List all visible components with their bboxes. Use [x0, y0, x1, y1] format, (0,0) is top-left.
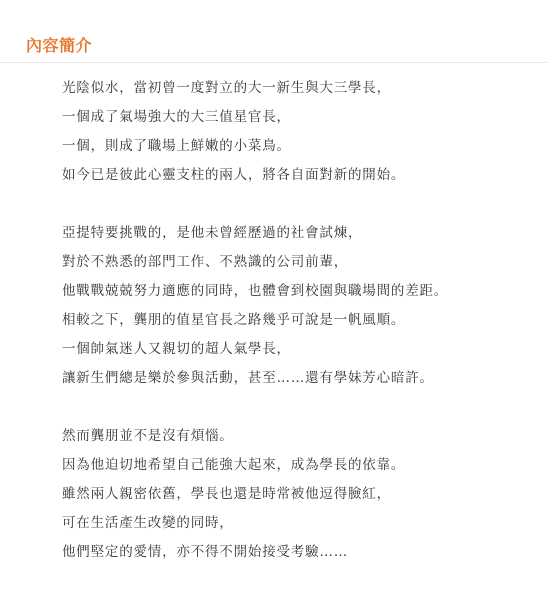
synopsis-line: 相較之下，龔朋的值星官長之路幾乎可說是一帆風順。: [62, 312, 406, 328]
synopsis-line: 他戰戰兢兢努力適應的同時，也體會到校園與職場間的差距。: [62, 283, 449, 299]
synopsis-paragraph-2: [62, 219, 542, 393]
synopsis-line: 讓新生們總是樂於參與活動，甚至……還有學妹芳心暗許。: [62, 370, 434, 386]
synopsis-line: 然而龔朋並不是沒有煩惱。: [62, 428, 234, 444]
synopsis-line: 一個，則成了職場上鮮嫩的小菜鳥。: [62, 138, 291, 154]
synopsis-line: 光陰似水，當初曾一度對立的大一新生與大三學長，: [62, 80, 391, 96]
section-title: 內容簡介: [26, 36, 93, 55]
synopsis-line: 對於不熟悉的部門工作、不熟識的公司前輩，: [62, 254, 348, 270]
synopsis-line: 雖然兩人親密依舊，學長也還是時常被他逗得臉紅，: [62, 486, 391, 502]
synopsis-paragraph-3: [62, 422, 542, 567]
synopsis-line: 如今已是彼此心靈支柱的兩人，將各自面對新的開始。: [62, 167, 406, 183]
synopsis-line: 可在生活產生改變的同時，: [62, 515, 234, 531]
synopsis-line: 因為他迫切地希望自己能強大起來，成為學長的依靠。: [62, 457, 406, 473]
synopsis-line: 亞提特要挑戰的，是他未曾經歷過的社會試煉，: [62, 225, 363, 241]
synopsis-line: 一個成了氣場強大的大三值星官長，: [62, 109, 291, 125]
synopsis-body: [62, 74, 542, 596]
synopsis-line: 他們堅定的愛情，亦不得不開始接受考驗……: [62, 544, 348, 560]
section-header: [0, 26, 548, 63]
synopsis-paragraph-1: [62, 74, 542, 190]
synopsis-line: 一個帥氣迷人又親切的超人氣學長，: [62, 341, 291, 357]
